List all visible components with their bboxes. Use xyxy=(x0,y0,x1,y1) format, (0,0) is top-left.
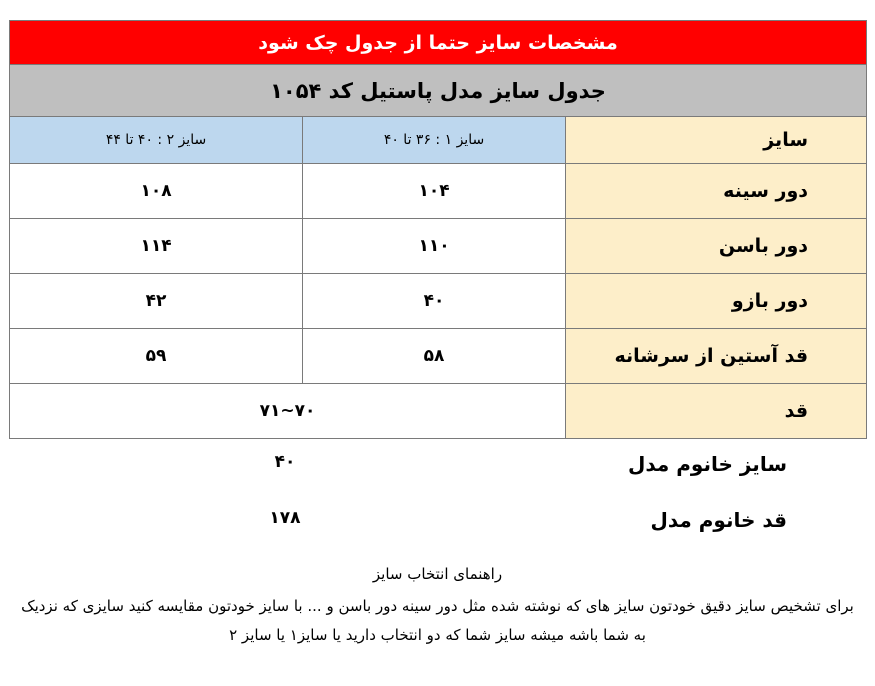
measure-label: دور سینه xyxy=(566,164,867,219)
size-header-label: سایز xyxy=(566,117,867,164)
banner-row xyxy=(10,21,867,65)
table-row-sleeve xyxy=(10,329,867,384)
model-size-line xyxy=(0,452,875,492)
model-height-line xyxy=(0,508,875,548)
subtitle-row xyxy=(10,65,867,117)
size-2-value: ۱۱۴ xyxy=(10,219,303,274)
size-1-header: سایز ۱ : ۳۶ تا ۴۰ xyxy=(303,117,566,164)
size-2-value: ۵۹ xyxy=(10,329,303,384)
size-2-header: سایز ۲ : ۴۰ تا ۴۴ xyxy=(10,117,303,164)
size-header-row xyxy=(10,117,867,164)
size-2-value: ۴۲ xyxy=(10,274,303,329)
measure-label: دور بازو xyxy=(566,274,867,329)
table-row-arm xyxy=(10,274,867,329)
banner-title: مشخصات سایز حتما از جدول چک شود xyxy=(10,21,867,65)
table-row-length xyxy=(10,384,867,439)
size-1-value: ۴۰ xyxy=(303,274,566,329)
model-height-label: قد خانوم مدل xyxy=(650,508,787,532)
size-guide-title: راهنمای انتخاب سایز xyxy=(372,565,503,583)
measure-label: قد آستین از سرشانه xyxy=(566,329,867,384)
size-2-value: ۱۰۸ xyxy=(10,164,303,219)
size-guide-text: برای تشخیص سایز دقیق خودتون سایز های که نوشته شده مثل دور سینه دور باسن و ... با سایز خودتون مقایسه کنید سایزی که نزدیک به شما باشه میشه سایز شما که دو انتخاب دارید یا سایز۱ یا سایز ۲ xyxy=(21,597,854,644)
length-value: ۷۰~۷۱ xyxy=(10,384,566,439)
size-1-value: ۵۸ xyxy=(303,329,566,384)
size-1-value: ۱۰۴ xyxy=(303,164,566,219)
table-row-chest xyxy=(10,164,867,219)
model-height-value: ۱۷۸ xyxy=(269,508,301,528)
model-size-value: ۴۰ xyxy=(274,452,296,472)
size-1-value: ۱۱۰ xyxy=(303,219,566,274)
measure-label: قد xyxy=(566,384,867,439)
measure-label: دور باسن xyxy=(566,219,867,274)
size-chart-table xyxy=(9,20,867,439)
table-subtitle: جدول سایز مدل پاستیل کد ۱۰۵۴ xyxy=(10,65,867,117)
model-size-label: سایز خانوم مدل xyxy=(628,452,787,476)
table-row-hip xyxy=(10,219,867,274)
